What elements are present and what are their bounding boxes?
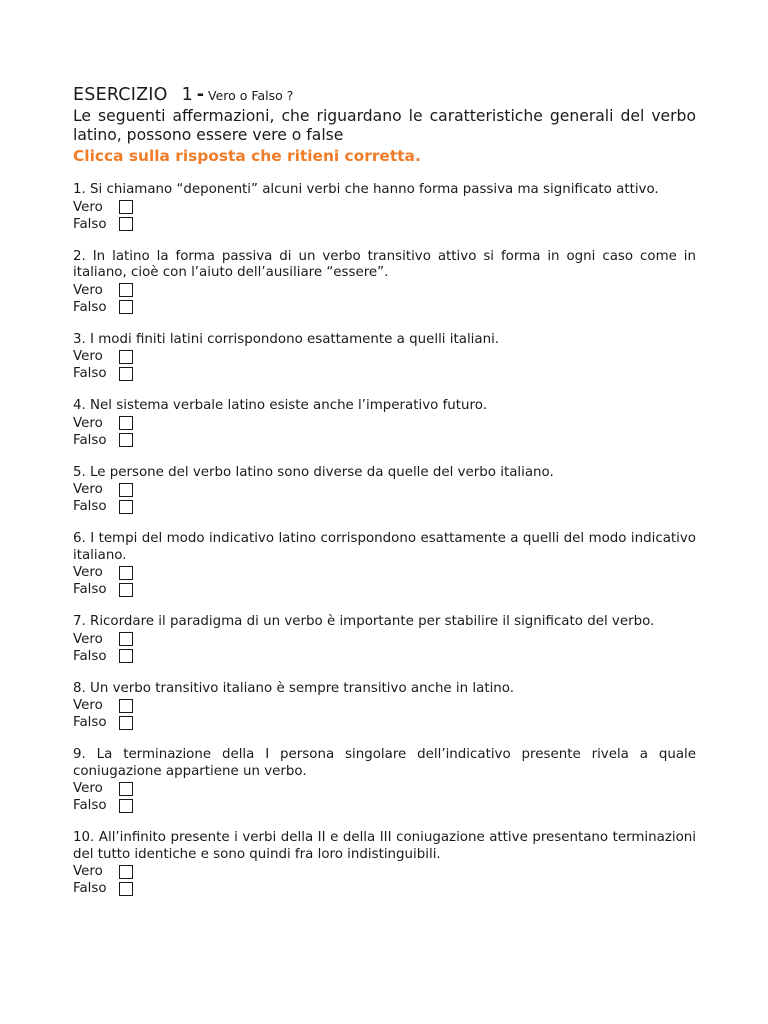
option-false-label: Falso bbox=[73, 715, 107, 730]
exercise-intro: Le seguenti affermazioni, che riguardano le caratteristiche generali del verbo latino, possono essere vere o false bbox=[73, 107, 696, 144]
option-false-label: Falso bbox=[73, 432, 107, 448]
true-checkbox[interactable] bbox=[119, 200, 133, 214]
question-text: 9. La terminazione della I persona singolare dell’indicativo presente rivela a quale coniugazione appartiene un verbo. bbox=[73, 747, 696, 779]
option-false[interactable] bbox=[73, 216, 696, 233]
question-item-10 bbox=[73, 830, 696, 897]
question-item-6 bbox=[73, 531, 696, 598]
question-text: 6. I tempi del modo indicativo latino corrispondono esattamente a quelli del modo indicativo italiano. bbox=[73, 531, 696, 563]
question-text: 5. Le persone del verbo latino sono diverse da quelle del verbo italiano. bbox=[73, 464, 554, 480]
true-checkbox[interactable] bbox=[119, 416, 133, 430]
question-item-8 bbox=[73, 681, 696, 732]
question-text: 8. Un verbo transitivo italiano è sempre transitivo anche in latino. bbox=[73, 680, 514, 696]
exercise-dash: - bbox=[196, 85, 205, 105]
option-true[interactable] bbox=[73, 348, 696, 365]
option-false-label: Falso bbox=[73, 881, 107, 896]
exercise-number: 1 bbox=[181, 85, 193, 105]
false-checkbox[interactable] bbox=[119, 799, 133, 813]
option-true-label: Vero bbox=[73, 199, 103, 215]
option-true[interactable] bbox=[73, 863, 696, 880]
false-checkbox[interactable] bbox=[119, 882, 133, 896]
option-true-label: Vero bbox=[73, 482, 103, 497]
option-false[interactable] bbox=[73, 365, 696, 382]
question-item-7 bbox=[73, 614, 696, 665]
question-text: 7. Ricordare il paradigma di un verbo è importante per stabilire il significato del verbo. bbox=[73, 614, 655, 629]
option-false-label: Falso bbox=[73, 299, 107, 315]
question-text: 2. In latino la forma passiva di un verbo transitivo attivo si forma in ogni caso come in italiano, cioè con l’aiuto dell’ausiliare “essere”. bbox=[73, 248, 696, 280]
option-false-label: Falso bbox=[73, 216, 107, 232]
true-checkbox[interactable] bbox=[119, 483, 133, 497]
true-checkbox[interactable] bbox=[119, 283, 133, 297]
option-false-label: Falso bbox=[73, 499, 107, 514]
exercise-title bbox=[73, 84, 696, 107]
false-checkbox[interactable] bbox=[119, 716, 133, 730]
false-checkbox[interactable] bbox=[119, 433, 133, 447]
option-false[interactable] bbox=[73, 432, 696, 449]
question-item-3 bbox=[73, 332, 696, 383]
option-false[interactable] bbox=[73, 797, 696, 814]
option-true-label: Vero bbox=[73, 415, 103, 431]
option-true[interactable] bbox=[73, 631, 696, 648]
exercise-instruction: Clicca sulla risposta che ritieni corretta. bbox=[73, 147, 421, 165]
question-item-2 bbox=[73, 249, 696, 316]
option-true-label: Vero bbox=[73, 781, 103, 796]
true-checkbox[interactable] bbox=[119, 865, 133, 879]
question-item-1 bbox=[73, 182, 696, 233]
option-true[interactable] bbox=[73, 415, 696, 432]
option-false[interactable] bbox=[73, 648, 696, 665]
option-true[interactable] bbox=[73, 564, 696, 581]
question-text: 4. Nel sistema verbale latino esiste anche l’imperativo futuro. bbox=[73, 398, 487, 413]
option-false[interactable] bbox=[73, 880, 696, 897]
question-list bbox=[73, 182, 696, 897]
question-item-4 bbox=[73, 398, 696, 449]
option-false-label: Falso bbox=[73, 366, 107, 381]
option-false[interactable] bbox=[73, 299, 696, 316]
false-checkbox[interactable] bbox=[119, 583, 133, 597]
true-checkbox[interactable] bbox=[119, 632, 133, 646]
option-true[interactable] bbox=[73, 481, 696, 498]
question-item-5 bbox=[73, 465, 696, 516]
false-checkbox[interactable] bbox=[119, 649, 133, 663]
false-checkbox[interactable] bbox=[119, 300, 133, 314]
question-text: 10. All’infinito presente i verbi della II e della III coniugazione attive presentano terminazioni del tutto identiche e sono quindi fra loro indistinguibili. bbox=[73, 830, 696, 862]
false-checkbox[interactable] bbox=[119, 500, 133, 514]
true-checkbox[interactable] bbox=[119, 350, 133, 364]
option-true-label: Vero bbox=[73, 631, 103, 647]
option-false[interactable] bbox=[73, 498, 696, 515]
option-true[interactable] bbox=[73, 282, 696, 299]
option-true-label: Vero bbox=[73, 282, 103, 298]
exercise-content bbox=[73, 84, 696, 913]
true-checkbox[interactable] bbox=[119, 566, 133, 580]
option-true-label: Vero bbox=[73, 698, 103, 713]
exercise-subtitle: Vero o Falso ? bbox=[208, 88, 294, 103]
false-checkbox[interactable] bbox=[119, 217, 133, 231]
question-text: 3. I modi finiti latini corrispondono esattamente a quelli italiani. bbox=[73, 331, 500, 347]
option-false[interactable] bbox=[73, 581, 696, 598]
true-checkbox[interactable] bbox=[119, 699, 133, 713]
option-false-label: Falso bbox=[73, 798, 107, 813]
option-true-label: Vero bbox=[73, 565, 103, 580]
question-item-9 bbox=[73, 747, 696, 814]
option-true[interactable] bbox=[73, 199, 696, 216]
option-false-label: Falso bbox=[73, 582, 107, 597]
option-false[interactable] bbox=[73, 714, 696, 731]
false-checkbox[interactable] bbox=[119, 367, 133, 381]
question-text: 1. Si chiamano “deponenti” alcuni verbi che hanno forma passiva ma significato attivo. bbox=[73, 182, 659, 197]
option-true[interactable] bbox=[73, 697, 696, 714]
option-true[interactable] bbox=[73, 780, 696, 797]
option-true-label: Vero bbox=[73, 349, 103, 364]
true-checkbox[interactable] bbox=[119, 782, 133, 796]
option-true-label: Vero bbox=[73, 864, 103, 879]
exercise-title-label: ESERCIZIO bbox=[73, 85, 168, 105]
option-false-label: Falso bbox=[73, 648, 107, 664]
